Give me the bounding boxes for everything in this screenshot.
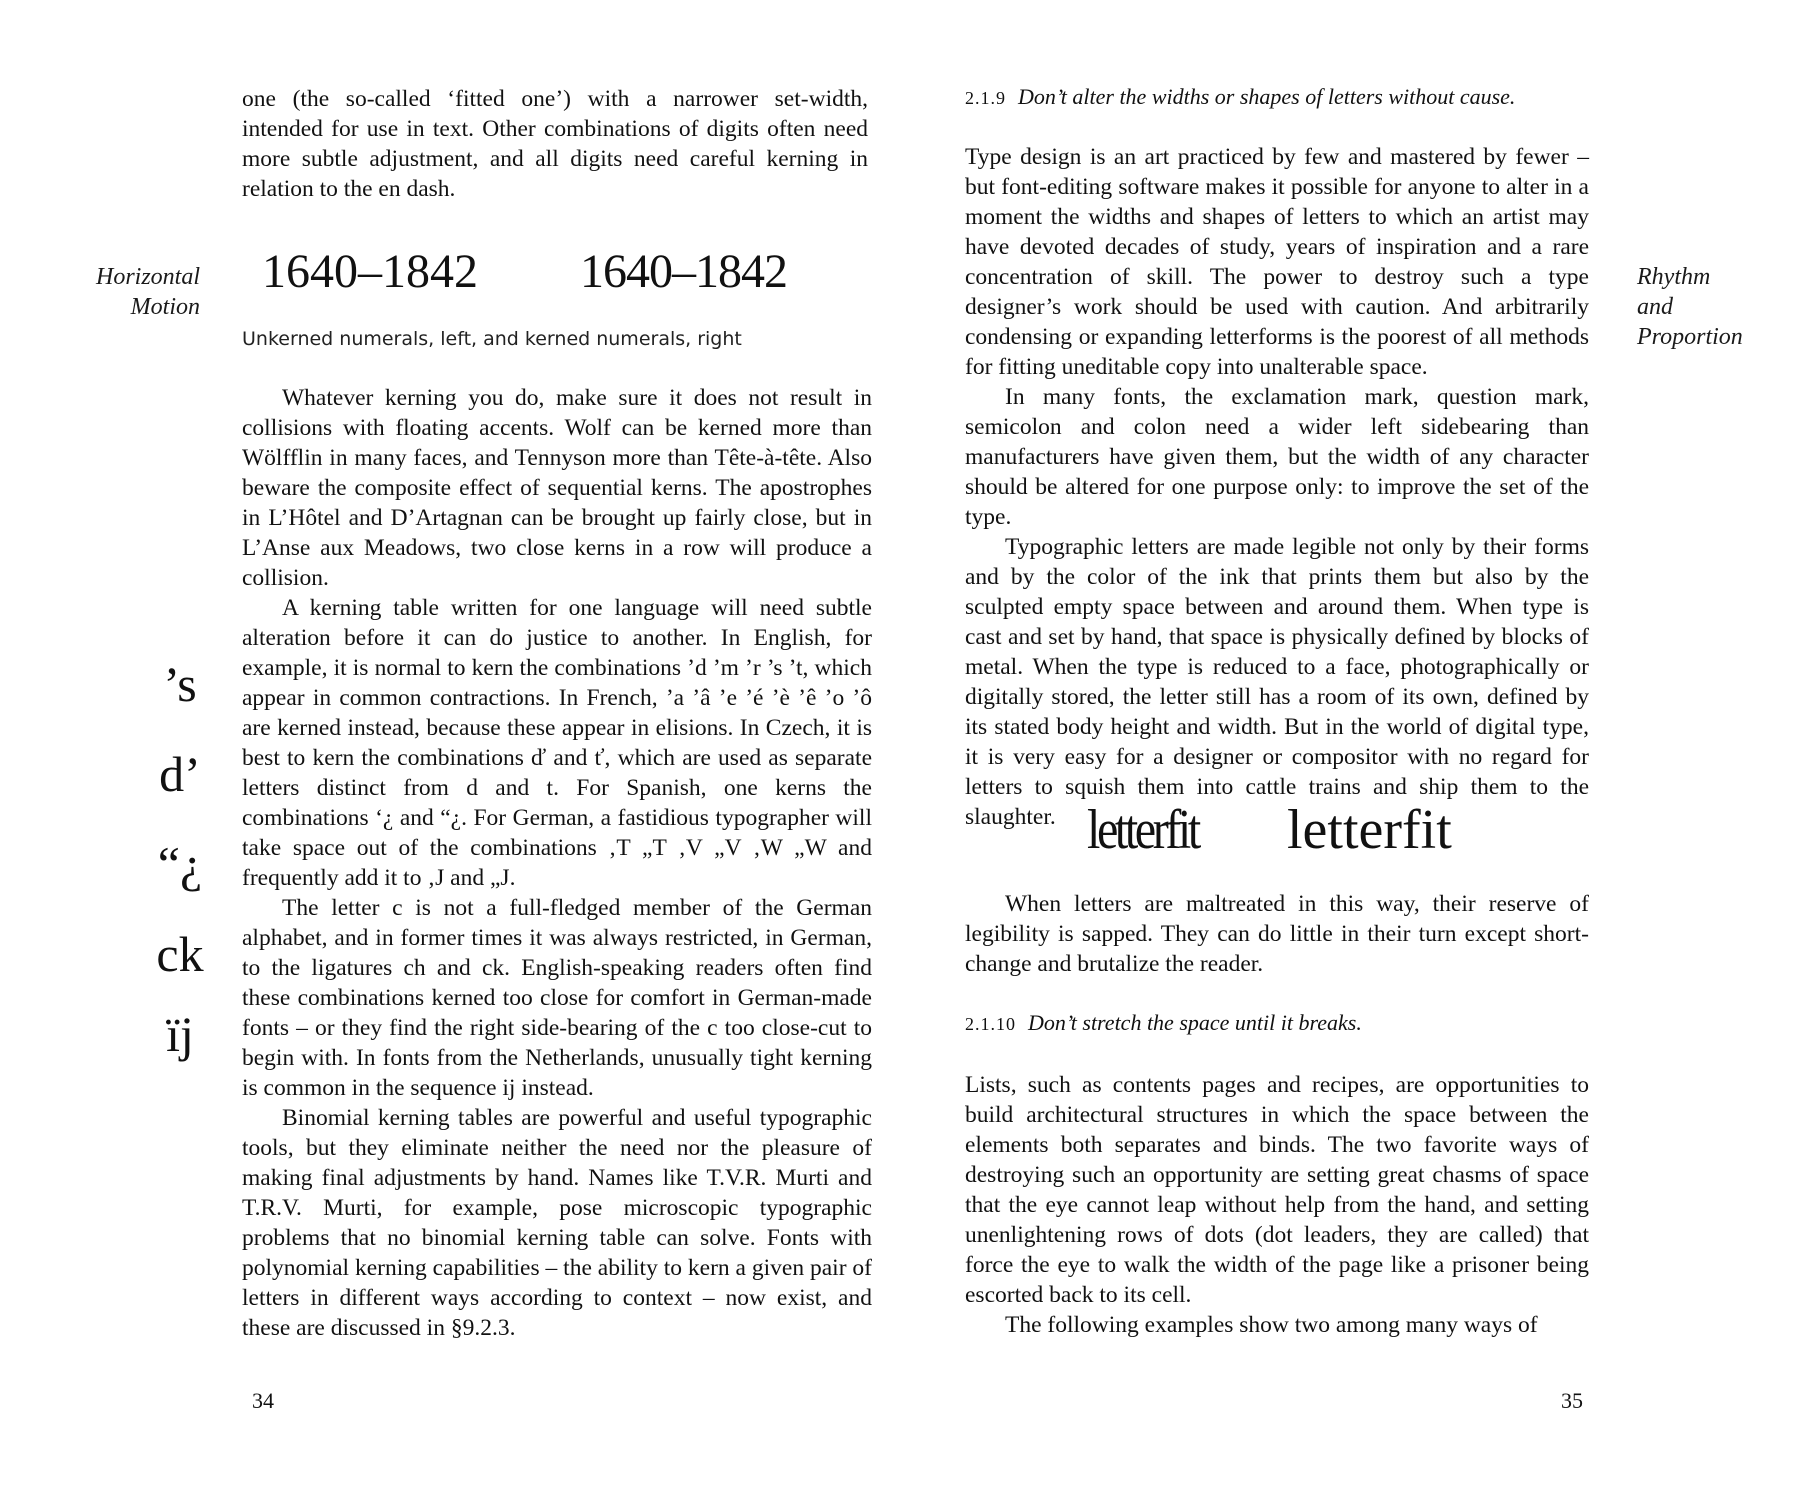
letterfit-condensed: letterfit <box>1087 799 1198 861</box>
numerals-unkerned: 1640–1842 <box>262 245 478 298</box>
intro-text: one (the so-called ‘fitted one’) with a narrower set-width, intended for use in text. Other combinations of digits often need more subtle adjustment, and all digits need careful kerning in relation to the en dash. <box>242 86 868 202</box>
paragraph: In many fonts, the exclamation mark, question mark, semicolon and colon need a wider left sidebearing than manufacturers have given them, but the width of any character should be altered for one purpose only: to improve the set of the type. <box>965 384 1589 530</box>
section-heading-2-1-10 <box>965 1010 1362 1036</box>
margin-head-rhythm-proportion <box>1637 262 1787 352</box>
paragraph: A kerning table written for one language will need subtle alteration before it can do justice to another. In English, for example, it is normal to kern the combinations ’d ’m ’r ’s ’t, which appear in common contractions. In French, ’a ’â ’e ’é ’è ’ê ’o ’ô are kerned instead, because these appear in elisions. In Czech, it is best to kern the combinations ď and ť, which are used as separate letters distinct from d and t. For Spanish, one kerns the combinations ‘¿ and “¿. For German, a fastidious typographer will take space out of the combinations ‚T „T ‚V „V ‚W „W and frequently add it to ‚J and „J. <box>242 595 872 891</box>
paragraph: Type design is an art practiced by few and mastered by fewer – but font-editing software makes it possible for anyone to alter in a moment the widths and shapes of letters to which an artist may have devoted decades of study, years of inspiration and a rare concentration of skill. The power to destroy such a type designer’s work should be used with caution. And arbitrarily condensing or expanding letterforms is the poorest of all methods for fitting uneditable copy into unalterable space. <box>965 144 1589 380</box>
margin-head-horizontal-motion <box>60 262 200 322</box>
margin-head-line: Motion <box>130 294 200 320</box>
right-body-text-c <box>965 1070 1589 1340</box>
right-body-text-a <box>965 142 1589 832</box>
section-heading-2-1-9 <box>965 84 1515 110</box>
page-number: 34 <box>252 1388 274 1413</box>
paragraph: Lists, such as contents pages and recipes, are opportunities to build architectural structures in which the space between the elements both separates and binds. The two favorite ways of destroying such an opportunity are setting great chasms of space that the eye cannot leap without help from the hand, and setting unenlightening rows of dots (dot leaders, they are called) that force the eye to walk the width of the page like a prisoner being escorted back to its cell. <box>965 1072 1589 1308</box>
margin-glyph-ij: ïj <box>166 1006 194 1062</box>
right-page <box>899 0 1798 1486</box>
letterfit-normal: letterfit <box>1287 799 1452 861</box>
paragraph: Typographic letters are made legible not only by their forms and by the color of the ink that prints them but also by the sculpted empty space between and around them. When type is cast and set by hand, that space is physically defined by blocks of metal. When the type is reduced to a face, photographically or digitally stored, the letter still has a room of its own, defined by its stated body height and width. But in the world of digital type, it is very easy for a designer or compositor with no regard for letters to squish them into cattle trains and ship them to the slaughter. <box>965 534 1589 830</box>
paragraph: Whatever kerning you do, make sure it does not result in collisions with floating accents. Wolf can be kerned more than Wölfflin in many faces, and Tennyson more than Tête-à-tête. Also beware the composite effect of sequential kerns. The apostrophes in L’Hôtel and D’Artagnan can be brought up fairly close, but in L’Anse aux Meadows, two close kerns in a row will produce a collision. <box>242 385 872 591</box>
section-number: 2.1.9 <box>965 88 1006 108</box>
numerals-kerned: 1640–1842 <box>580 245 787 298</box>
margin-glyph-quote-inverted-question: “¿ <box>157 836 203 892</box>
margin-head-line: Proportion <box>1637 324 1743 350</box>
section-title: Don’t alter the widths or shapes of letters without cause. <box>1018 84 1516 109</box>
margin-head-line: Horizontal <box>95 264 200 290</box>
left-body-text <box>242 383 872 1343</box>
paragraph: When letters are maltreated in this way, their reserve of legibility is sapped. They can do little in their turn except short-change and brutalize the reader. <box>965 891 1589 977</box>
margin-glyph-apostrophe-s: ’s <box>163 656 197 712</box>
section-title: Don’t stretch the space until it breaks. <box>1028 1010 1362 1035</box>
intro-paragraph <box>242 84 868 204</box>
margin-head-line: and <box>1637 294 1673 320</box>
page-number: 35 <box>1561 1388 1583 1413</box>
paragraph: The following examples show two among many ways of <box>1005 1312 1538 1338</box>
figure-caption: Unkerned numerals, left, and kerned numerals, right <box>242 328 742 350</box>
margin-glyph-ck: ck <box>156 926 204 982</box>
margin-glyph-d-caron: d’ <box>159 746 201 802</box>
paragraph: The letter c is not a full-fledged member of the German alphabet, and in former times it was always restricted, in German, to the ligatures ch and ck. English-speaking readers often find these combinations kerned too close for comfort in German-made fonts – or they find the right side-bearing of the c too close-cut to begin with. In fonts from the Netherlands, unusually tight kerning is common in the sequence ij instead. <box>242 895 872 1101</box>
right-body-text-b <box>965 889 1589 979</box>
margin-head-line: Rhythm <box>1637 264 1711 290</box>
paragraph: Binomial kerning tables are powerful and useful typographic tools, but they eliminate neither the need nor the pleasure of making final adjustments by hand. Names like T.V.R. Murti and T.R.V. Murti, for example, pose microscopic typographic problems that no binomial kerning table can solve. Fonts with polynomial kerning capabilities – the ability to kern a given pair of letters in different ways according to context – now exist, and these are discussed in §9.2.3. <box>242 1105 872 1341</box>
section-number: 2.1.10 <box>965 1014 1016 1034</box>
